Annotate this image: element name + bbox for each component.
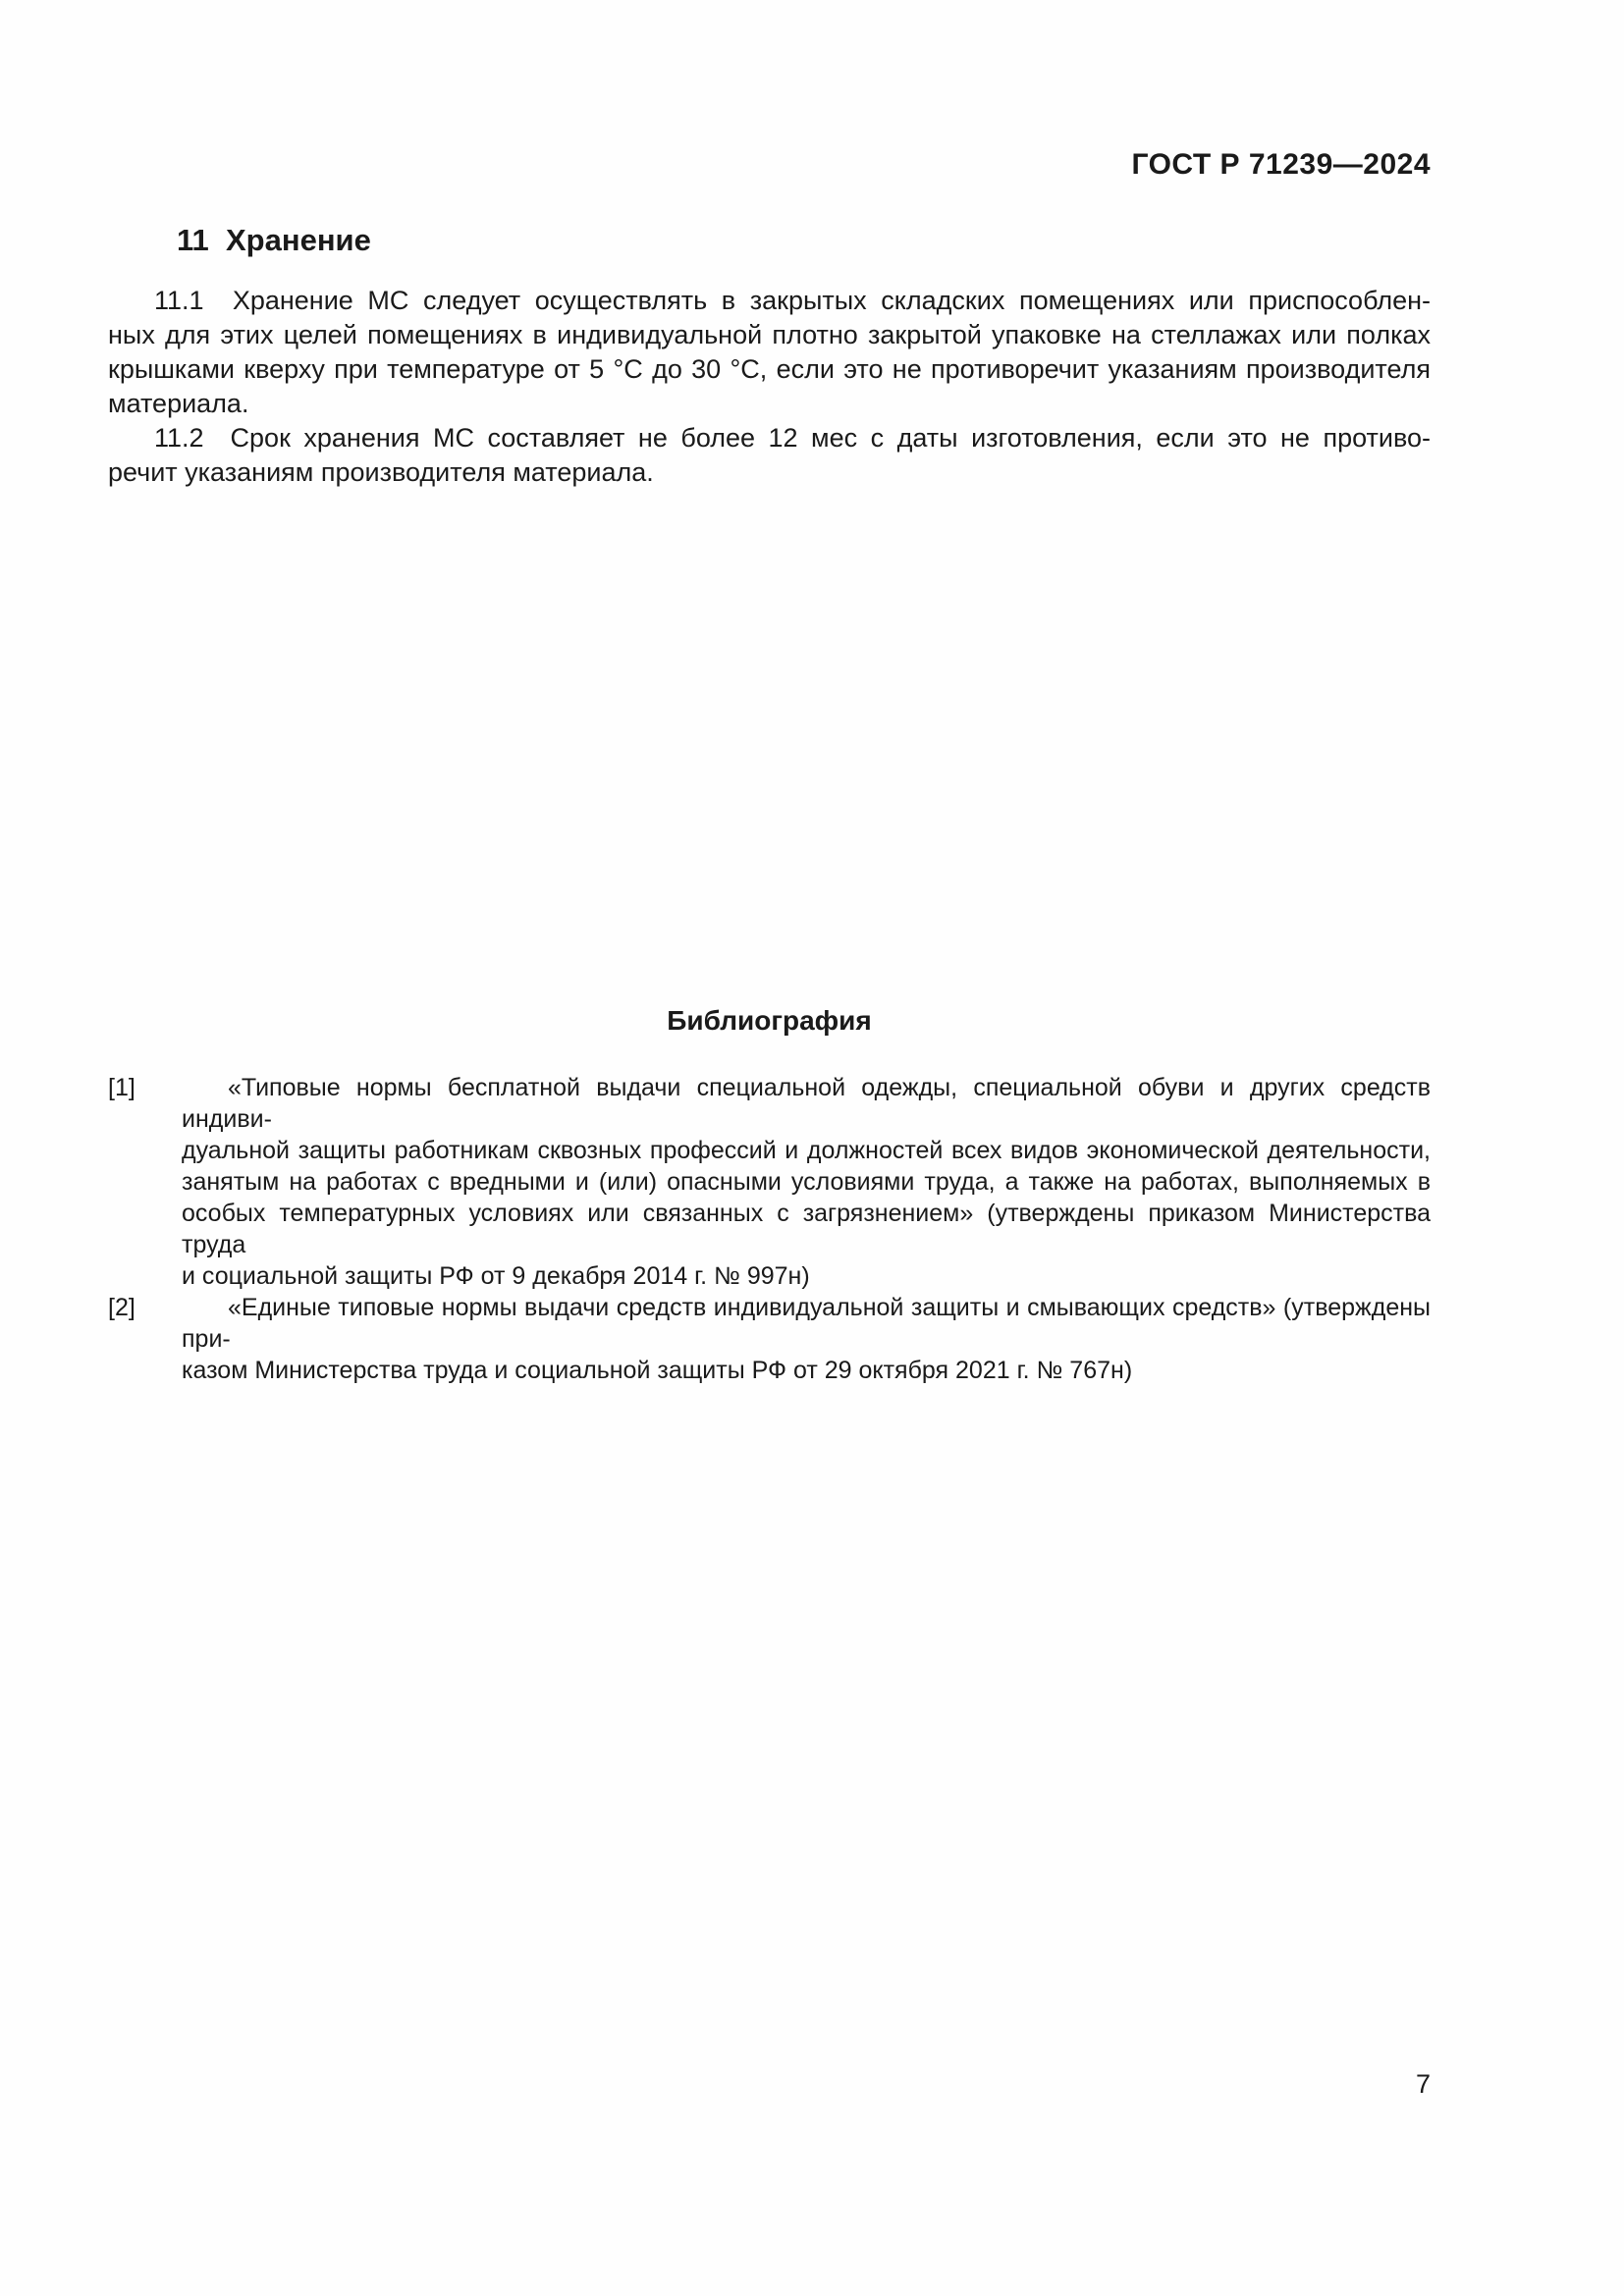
bibliography-list xyxy=(108,1072,1431,1386)
paragraph-1 xyxy=(108,284,1431,421)
bibliography-line: «Единые типовые нормы выдачи средств индивидуальной защиты и смывающих средств» (утверждены при- xyxy=(182,1294,1431,1353)
page-number: 7 xyxy=(1415,2069,1431,2099)
section-title: 11 Хранение xyxy=(177,223,371,257)
bibliography-entry-text xyxy=(182,1292,1431,1386)
paragraph-line: материала. xyxy=(108,389,249,418)
paragraph-line: ных для этих целей помещениях в индивидуальной плотно закрытой упаковке на стеллажах или полках xyxy=(108,320,1431,349)
bibliography-line: дуальной защиты работникам сквозных профессий и должностей всех видов экономической деятельности, xyxy=(182,1137,1431,1164)
bibliography-line: казом Министерства труда и социальной защиты РФ от 29 октября 2021 г. № 767н) xyxy=(182,1357,1133,1384)
bibliography-entry-marker: [2] xyxy=(108,1294,135,1321)
paragraph-2 xyxy=(108,421,1431,490)
bibliography-entry-marker: [1] xyxy=(108,1074,135,1101)
bibliography-line: особых температурных условиях или связанных с загрязнением» (утверждены приказом Министерства труда xyxy=(182,1200,1431,1258)
section-paragraphs xyxy=(108,284,1431,490)
bibliography-line: и социальной защиты РФ от 9 декабря 2014 г. № 997н) xyxy=(182,1262,810,1290)
document-code-header: ГОСТ Р 71239—2024 xyxy=(1131,148,1431,181)
paragraph-line: 11.1 Хранение МС следует осуществлять в закрытых складских помещениях или приспособлен- xyxy=(154,286,1431,315)
bibliography-entry-1 xyxy=(108,1072,1431,1292)
paragraph-line: крышками кверху при температуре от 5 °С до 30 °С, если это не противоречит указаниям производителя xyxy=(108,354,1431,384)
bibliography-entry-text xyxy=(182,1072,1431,1292)
bibliography-title: Библиография xyxy=(667,1005,872,1036)
bibliography-line: занятым на работах с вредными и (или) опасными условиями труда, а также на работах, выполняемых в xyxy=(182,1168,1431,1196)
bibliography-entry-2 xyxy=(108,1292,1431,1386)
bibliography-line: «Типовые нормы бесплатной выдачи специальной одежды, специальной обуви и других средств индиви- xyxy=(182,1074,1431,1133)
paragraph-line: речит указаниям производителя материала. xyxy=(108,457,654,487)
paragraph-line: 11.2 Срок хранения МС составляет не более 12 мес с даты изготовления, если это не противо- xyxy=(154,423,1431,453)
